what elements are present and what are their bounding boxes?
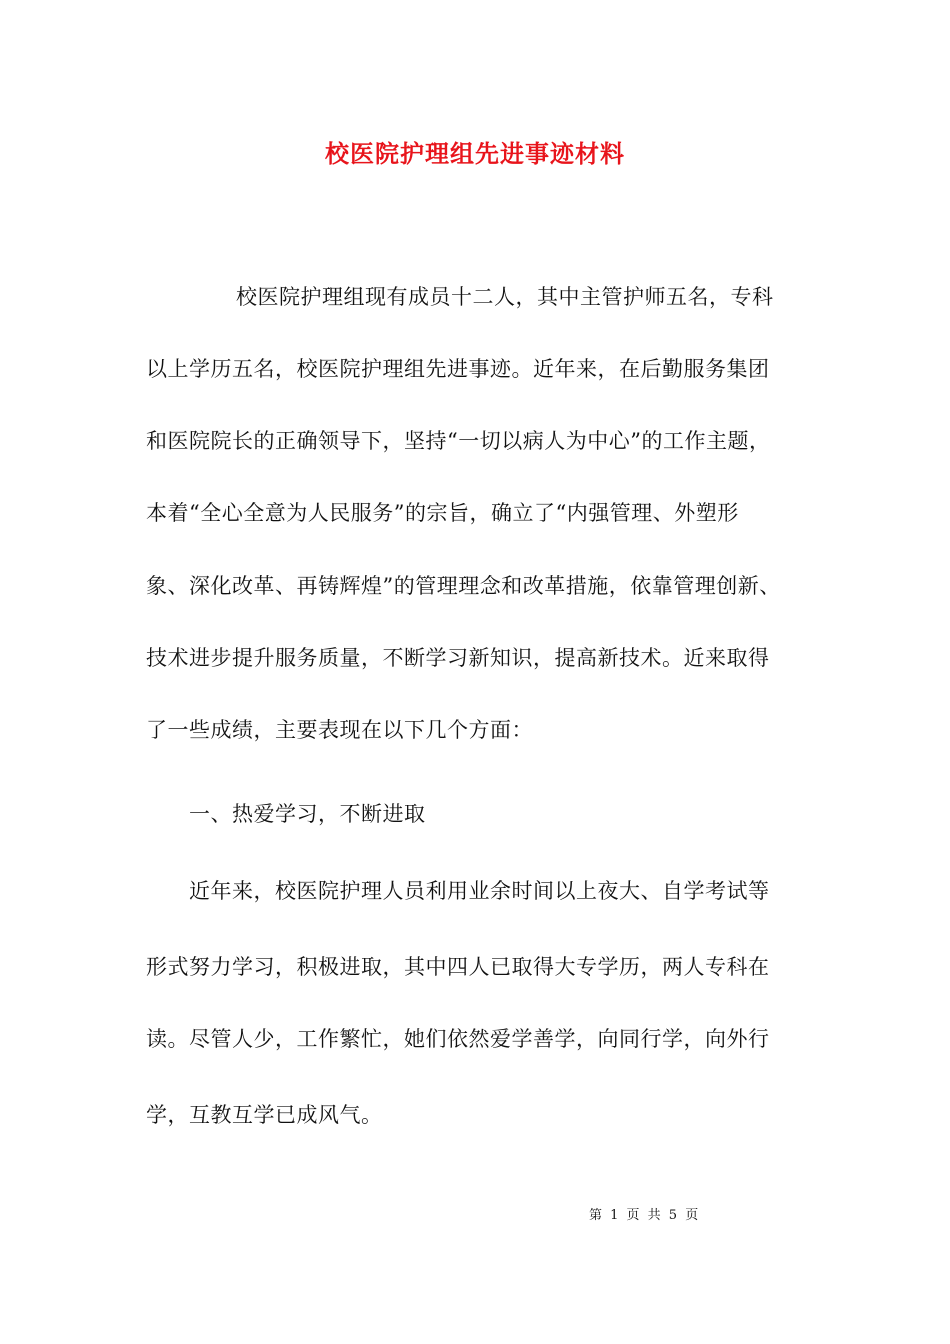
body-line-10: 形式努力学习，积极进取，其中四人已取得大专学历，两人专科在 — [146, 955, 770, 979]
body-line-9: 近年来，校医院护理人员利用业余时间以上夜大、自学考试等 — [189, 879, 770, 903]
body-line-1: 校医院护理组现有成员十二人，其中主管护师五名，专科 — [236, 285, 774, 309]
body-line-2: 以上学历五名，校医院护理组先进事迹。近年来，在后勤服务集团 — [146, 357, 770, 381]
body-line-4: 本着“全心全意为人民服务”的宗旨，确立了“内强管理、外塑形 — [146, 501, 739, 525]
body-line-3: 和医院院长的正确领导下，坚持“一切以病人为中心”的工作主题， — [146, 429, 771, 453]
body-line-7: 了一些成绩，主要表现在以下几个方面： — [146, 718, 533, 742]
body-line-6: 技术进步提升服务质量，不断学习新知识，提高新技术。近来取得 — [146, 646, 770, 670]
body-line-12: 学，互教互学已成风气。 — [146, 1103, 383, 1127]
document-title: 校医院护理组先进事迹材料 — [325, 139, 625, 168]
body-line-11: 读。尽管人少，工作繁忙，她们依然爱学善学，向同行学，向外行 — [146, 1027, 770, 1051]
page-footer: 第 1 页 共 5 页 — [589, 1208, 701, 1223]
section-heading: 一、热爱学习，不断进取 — [189, 802, 426, 826]
body-line-5: 象、深化改革、再铸辉煌”的管理理念和改革措施，依靠管理创新、 — [146, 574, 781, 598]
